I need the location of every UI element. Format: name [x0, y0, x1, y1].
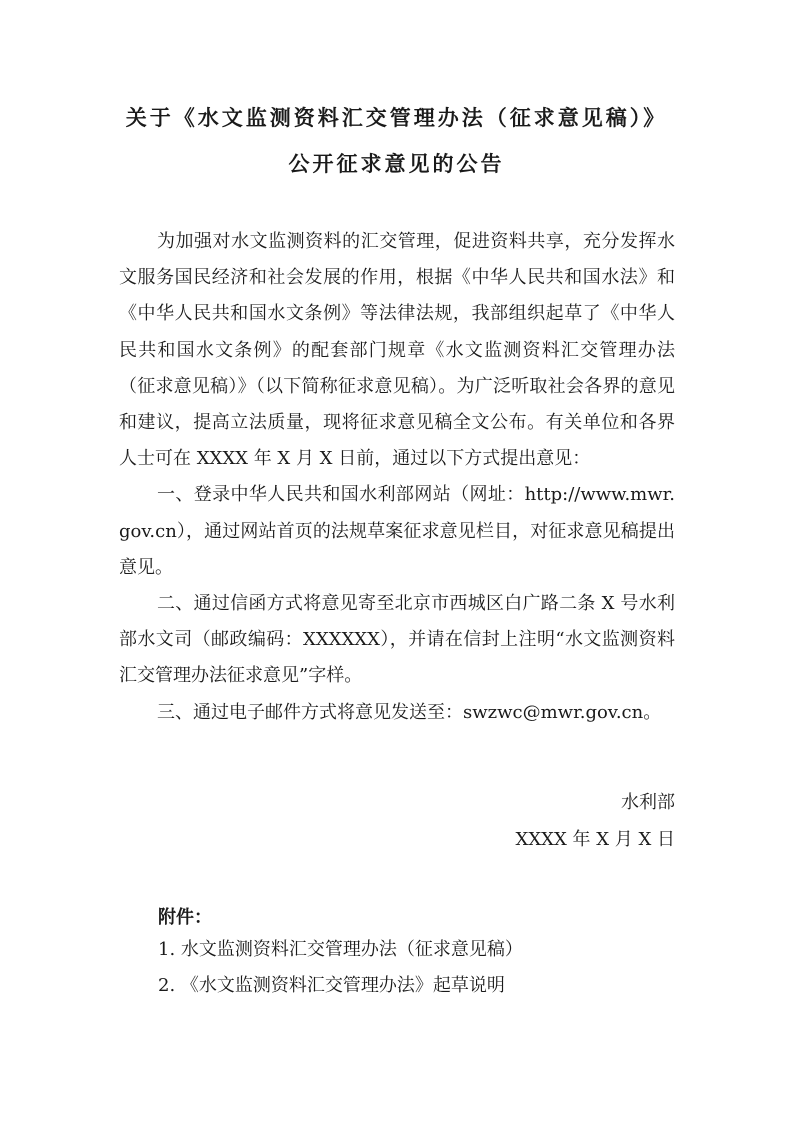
paragraph-intro: 为加强对水文监测资料的汇交管理，促进资料共享，充分发挥水文服务国民经济和社会发展的作用，根据《中华人民共和国水法》和《中华人民共和国水文条例》等法律法规，我部组织起草了《中华人民共和国水文条例》的配套部门规章《水文监测资料汇交管理办法（征求意见稿）》（以下简称征求意见稿）。为广泛听取社会各界的意见和建议，提高立法质量，现将征求意见稿全文公布。有关单位和各界人士可在 XXXX 年 X 月 X 日前，通过以下方式提出意见： [119, 231, 675, 470]
signature-date: XXXX 年 X 月 X 日 [515, 829, 675, 850]
paragraph-method-email: 三、通过电子邮件方式将意见发送至：swzwc@mwr.gov.cn。 [157, 701, 662, 723]
signature-organization: 水利部 [621, 792, 675, 813]
paragraph-method-letter: 二、通过信函方式将意见寄至北京市西城区白广路二条 X 号水利部水文司（邮政编码：XXXXXX），并请在信封上注明“水文监测资料汇交管理办法征求意见”字样。 [119, 593, 675, 687]
document-body [119, 224, 675, 731]
document-title-line-2: 公开征求意见的公告 [288, 151, 505, 176]
attachment-item: 2. 《水文监测资料汇交管理办法》起草说明 [158, 975, 505, 996]
paragraph-method-website: 一、登录中华人民共和国水利部网站（网址：http://www.mwr.gov.cn），通过网站首页的法规草案征求意见栏目，对征求意见稿提出意见。 [119, 484, 675, 578]
attachments-label: 附件： [158, 907, 212, 928]
document-title-line-1: 关于《水文监测资料汇交管理办法（征求意见稿）》 [125, 105, 668, 130]
attachment-item: 1. 水文监测资料汇交管理办法（征求意见稿） [158, 939, 523, 960]
